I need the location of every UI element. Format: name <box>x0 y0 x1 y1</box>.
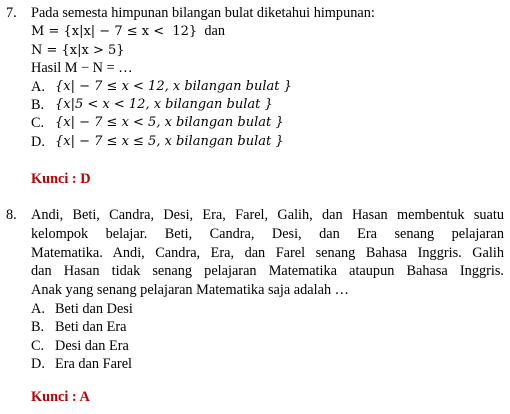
option-b <box>31 318 504 336</box>
option-label: C. <box>31 337 45 354</box>
hasil-expression: Hasil M − N = … <box>31 60 133 77</box>
option-label: C. <box>31 115 45 132</box>
stem-line: Matematika. Andi, Candra, Era, dan Farel senang Bahasa Inggris. Galih <box>31 244 504 261</box>
set-n: N = {x|x > 5} <box>31 42 125 58</box>
option-a <box>31 300 504 318</box>
option-text: Beti dan Era <box>55 319 127 336</box>
option-label: D. <box>31 133 45 150</box>
option-d <box>31 355 504 373</box>
question-stem <box>31 206 504 300</box>
stem-line: Anak yang senang pelajaran Matematika saja adalah … <box>31 282 349 299</box>
stem-line: kelompok belajar. Beti, Candra, Desi, dan Era senang pelajaran <box>31 225 504 242</box>
option-b <box>31 96 502 114</box>
question-number: 8. <box>6 207 17 223</box>
question-stem: Pada semesta himpunan bilangan bulat diketahui himpunan: <box>31 5 375 21</box>
option-text: {x| − 7 ≤ x ≤ 5, x bilangan bulat } <box>55 133 284 149</box>
set-m-conjunction: dan <box>197 23 225 40</box>
option-c <box>31 337 504 355</box>
option-label: D. <box>31 356 45 373</box>
option-text: {x| − 7 ≤ x < 12, x bilangan bulat } <box>55 78 292 94</box>
set-m: M = {x|x| − 7 ≤ x < 12} <box>31 24 198 40</box>
set-n-definition <box>31 41 502 59</box>
set-m-definition <box>31 22 502 40</box>
option-a <box>31 78 502 96</box>
option-text: Desi dan Era <box>55 337 129 354</box>
question-number: 7. <box>6 5 17 21</box>
stem-line: dan Hasan tidak senang pelajaran Matematika ataupun Bahasa Inggris. <box>31 263 504 280</box>
option-label: A. <box>31 300 45 317</box>
stem-line: Andi, Beti, Candra, Desi, Era, Farel, Galih, dan Hasan membentuk suatu <box>31 207 504 223</box>
option-c <box>31 114 502 132</box>
option-label: B. <box>31 96 45 113</box>
question-body <box>31 206 504 374</box>
option-d <box>31 133 502 151</box>
option-text: Beti dan Desi <box>55 300 133 317</box>
option-text: Era dan Farel <box>55 356 133 373</box>
option-label: A. <box>31 78 45 95</box>
option-text: {x|5 < x < 12, x bilangan bulat } <box>55 96 273 112</box>
question-body <box>31 4 502 151</box>
answer-key-8: Kunci : A <box>31 389 90 405</box>
option-label: B. <box>31 319 45 336</box>
option-text: {x| − 7 ≤ x < 5, x bilangan bulat } <box>55 115 284 131</box>
answer-key-7: Kunci : D <box>31 171 91 187</box>
